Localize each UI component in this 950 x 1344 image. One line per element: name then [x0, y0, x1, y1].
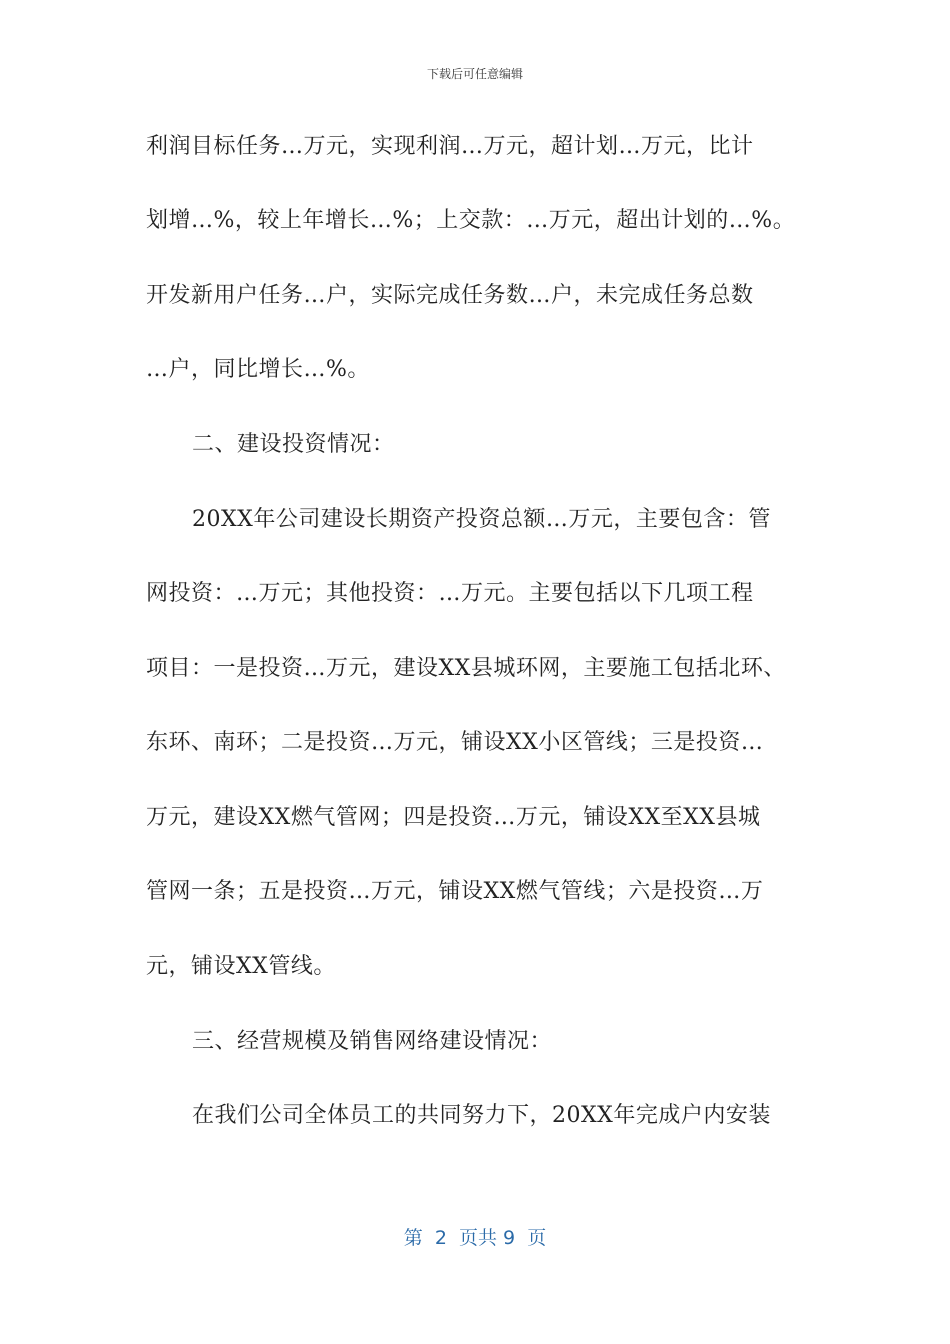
body-line-8: 项目：一是投资…万元，建设XX县城环网，主要施工包括北环、: [146, 656, 786, 681]
section-heading-sales-network: 三、经营规模及销售网络建设情况：: [192, 1029, 553, 1054]
body-line-4: …户，同比增长…%。: [146, 357, 370, 382]
page-header: 下载后可任意编辑: [426, 67, 523, 81]
body-line-9: 东环、南环；二是投资…万元，铺设XX小区管线；三是投资…: [146, 730, 764, 755]
body-line-7: 网投资：…万元；其他投资：…万元。主要包括以下几项工程: [146, 581, 754, 606]
body-line-6: 20XX年公司建设长期资产投资总额…万元，主要包含：管: [192, 507, 771, 532]
page-footer-page-number: 第 2 页共 9 页: [403, 1227, 547, 1249]
body-line-11: 管网一条；五是投资…万元，铺设XX燃气管线；六是投资…万: [146, 879, 764, 904]
body-line-3: 开发新用户任务…户，实际完成任务数…户，未完成任务总数: [146, 283, 754, 308]
body-line-14: 在我们公司全体员工的共同努力下，20XX年完成户内安装: [192, 1103, 771, 1128]
body-line-10: 万元，建设XX燃气管网；四是投资…万元，铺设XX至XX县城: [146, 805, 761, 830]
section-heading-construction-investment: 二、建设投资情况：: [192, 432, 395, 457]
body-line-2: 划增…%，较上年增长…%；上交款：…万元，超出计划的…%。: [146, 208, 796, 233]
body-line-12: 元，铺设XX管线。: [146, 954, 336, 979]
body-line-1: 利润目标任务…万元，实现利润…万元，超计划…万元，比计: [146, 134, 754, 159]
